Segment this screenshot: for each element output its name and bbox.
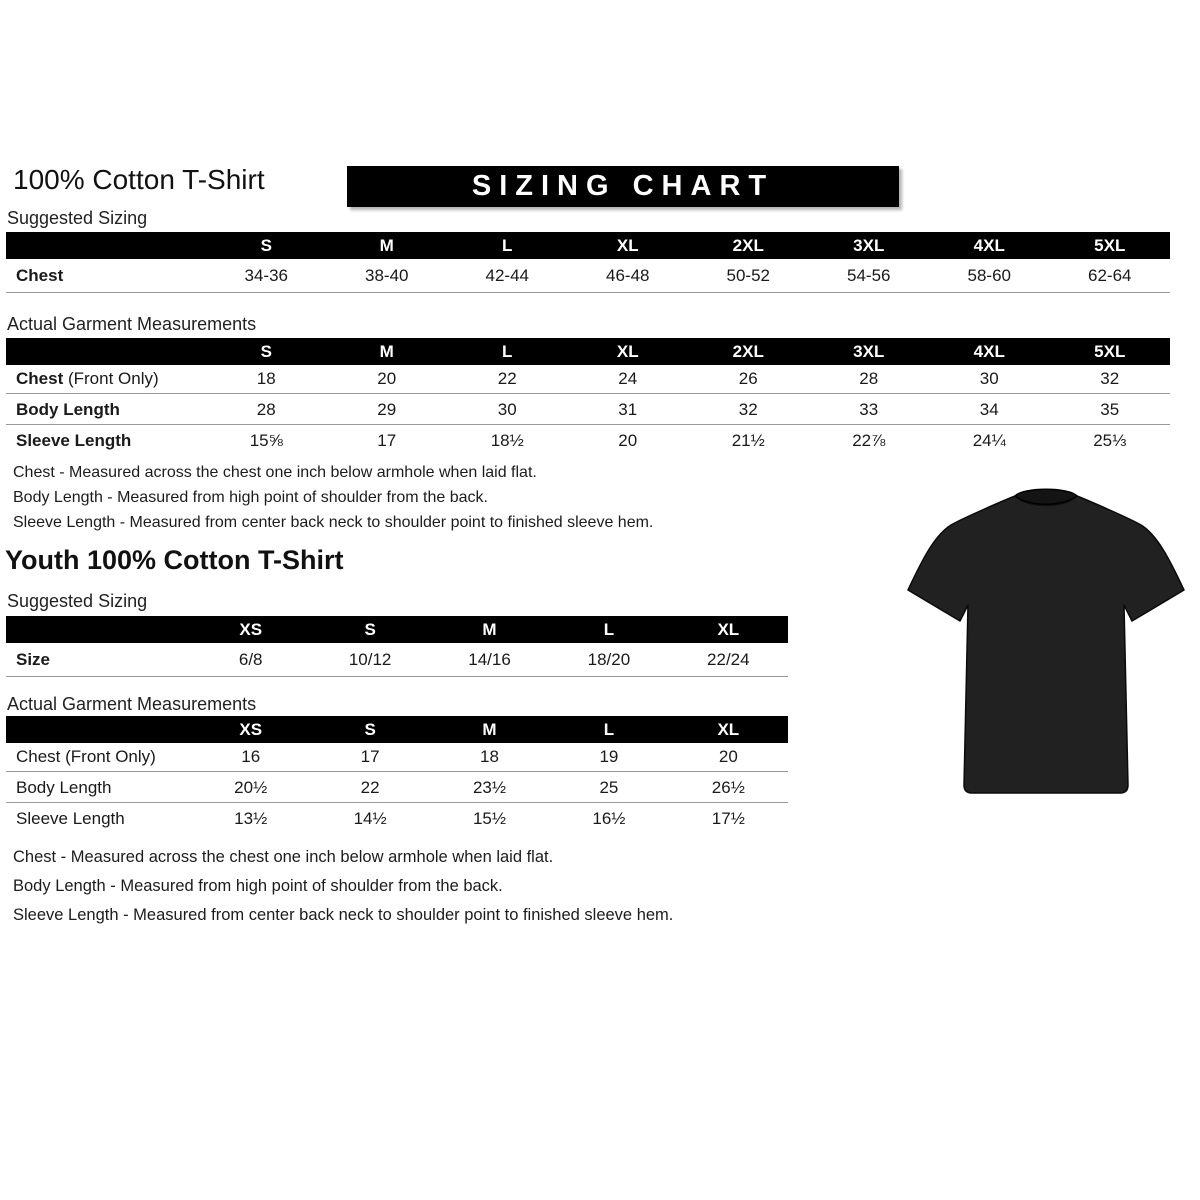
table-cell: 22⅞ [852, 431, 886, 450]
table-cell: 19 [599, 747, 619, 766]
row-label: Body Length [16, 400, 120, 419]
table-cell: 17½ [711, 809, 745, 828]
table-cell: 50-52 [726, 265, 770, 285]
column-header: 3XL [853, 236, 885, 255]
table-cell: 35 [1100, 400, 1120, 419]
table-cell: 15½ [472, 809, 507, 828]
youth-actual-measurements-label: Actual Garment Measurements [7, 694, 257, 714]
adult-actual-measurements-label: Actual Garment Measurements [7, 314, 257, 334]
table-header-row [6, 716, 788, 743]
column-header: 5XL [1094, 342, 1126, 361]
table-cell: 16 [241, 747, 261, 766]
note-body-length: Body Length - Measured from high point of shoulder from the back. [13, 489, 488, 506]
table-cell: 13½ [234, 809, 268, 828]
column-header: XL [717, 620, 740, 639]
row-label: Sleeve Length [16, 809, 125, 828]
table-corner-cell [6, 232, 206, 259]
table-cell: 58-60 [967, 265, 1011, 285]
column-header: XS [239, 620, 263, 639]
table-cell: 25 [599, 778, 619, 797]
adult-measurement-notes [13, 460, 653, 535]
column-header: XL [717, 720, 740, 739]
table-cell: 22 [360, 778, 380, 797]
table-cell: 30 [497, 400, 517, 419]
table-row [6, 774, 788, 803]
table-cell: 22 [497, 369, 517, 388]
column-header: 5XL [1094, 236, 1126, 255]
youth-measurement-notes [13, 843, 673, 930]
table-cell: 34-36 [244, 265, 288, 285]
column-header: S [260, 236, 272, 255]
table-cell: 20 [718, 747, 738, 766]
column-header: M [482, 720, 497, 739]
table-cell: 33 [859, 400, 879, 419]
column-header: XS [239, 720, 263, 739]
column-header: L [603, 620, 615, 639]
column-header: L [502, 342, 513, 361]
note-body-length: Body Length - Measured from high point of shoulder from the back. [13, 877, 503, 895]
table-header-row [6, 232, 1170, 259]
row-label: Sleeve Length [16, 431, 132, 450]
adult-suggested-sizing-label: Suggested Sizing [7, 208, 148, 228]
column-header: M [482, 620, 497, 639]
row-label: Body Length [16, 778, 112, 797]
table-corner-cell [6, 716, 191, 743]
table-cell: 34 [979, 400, 999, 419]
note-chest: Chest - Measured across the chest one inch below armhole when laid flat. [13, 848, 554, 866]
table-cell: 14½ [353, 809, 387, 828]
table-row [6, 365, 1170, 394]
table-row [6, 259, 1170, 293]
table-cell: 29 [377, 400, 397, 419]
note-sleeve-length: Sleeve Length - Measured from center back neck to shoulder point to finished sleeve hem. [13, 514, 654, 531]
table-cell: 31 [618, 400, 638, 419]
column-header: 4XL [973, 342, 1005, 361]
row-label: Chest [16, 265, 64, 285]
table-cell: 20½ [234, 778, 268, 797]
table-cell: 24¼ [972, 431, 1006, 450]
column-header: M [379, 342, 394, 361]
table-corner-cell [6, 616, 191, 643]
column-header: 4XL [973, 236, 1005, 255]
column-header: 3XL [853, 342, 885, 361]
table-cell: 20 [618, 431, 638, 450]
table-cell: 17 [360, 747, 380, 766]
table-cell: 18 [480, 747, 499, 766]
note-sleeve-length: Sleeve Length - Measured from center back neck to shoulder point to finished sleeve hem. [13, 906, 674, 924]
column-header: L [603, 720, 615, 739]
youth-suggested-sizing-table [6, 616, 788, 677]
table-cell: 24 [618, 369, 638, 388]
table-cell: 28 [859, 369, 879, 388]
note-chest: Chest - Measured across the chest one inch below armhole when laid flat. [13, 464, 537, 481]
table-cell: 30 [979, 369, 999, 388]
table-cell: 16½ [592, 809, 626, 828]
table-cell: 26½ [711, 778, 745, 797]
adult-suggested-sizing-table [6, 232, 1170, 293]
table-cell: 18½ [490, 431, 524, 450]
column-header: 2XL [732, 236, 764, 255]
table-cell: 21½ [731, 431, 765, 450]
table-row [6, 743, 788, 772]
table-cell: 26 [738, 369, 758, 388]
table-cell: 15⅝ [249, 431, 283, 450]
column-header: S [260, 342, 272, 361]
adult-actual-measurements-table [6, 338, 1170, 455]
table-cell: 32 [738, 400, 758, 419]
table-cell: 14/16 [468, 649, 511, 669]
column-header: M [379, 236, 394, 255]
table-corner-cell [6, 338, 206, 365]
column-header: 2XL [732, 342, 764, 361]
youth-suggested-sizing-label: Suggested Sizing [7, 591, 148, 611]
row-label: Chest (Front Only) [16, 369, 159, 388]
table-header-row [6, 338, 1170, 365]
table-cell: 18/20 [587, 649, 631, 669]
row-label: Chest (Front Only) [16, 747, 156, 766]
table-cell: 23½ [472, 778, 507, 797]
page-title: 100% Cotton T-Shirt [13, 164, 265, 195]
column-header: XL [616, 236, 639, 255]
table-cell: 10/12 [348, 649, 392, 669]
row-label: Size [16, 649, 51, 669]
table-cell: 38-40 [365, 265, 409, 285]
sizing-chart-banner: SIZING CHART [347, 166, 899, 207]
table-cell: 54-56 [847, 265, 891, 285]
table-cell: 20 [377, 369, 397, 388]
table-row [6, 643, 788, 677]
youth-actual-measurements-table [6, 716, 788, 833]
table-cell: 28 [256, 400, 276, 419]
column-header: S [364, 720, 376, 739]
table-row [6, 396, 1170, 425]
table-cell: 22/24 [707, 649, 750, 669]
table-cell: 32 [1100, 369, 1120, 388]
table-row [6, 427, 1170, 455]
table-cell: 17 [377, 431, 397, 450]
table-cell: 25⅓ [1093, 431, 1127, 450]
table-cell: 6/8 [238, 649, 263, 669]
tshirt-image [893, 478, 1198, 813]
table-cell: 42-44 [485, 265, 529, 285]
youth-section-title: Youth 100% Cotton T-Shirt [5, 545, 344, 575]
table-row [6, 805, 788, 833]
column-header: L [502, 236, 513, 255]
table-header-row [6, 616, 788, 643]
table-cell: 62-64 [1088, 265, 1132, 285]
tshirt-body [908, 496, 1184, 793]
column-header: S [364, 620, 376, 639]
table-cell: 18 [256, 369, 276, 388]
table-cell: 46-48 [606, 265, 650, 285]
column-header: XL [616, 342, 639, 361]
